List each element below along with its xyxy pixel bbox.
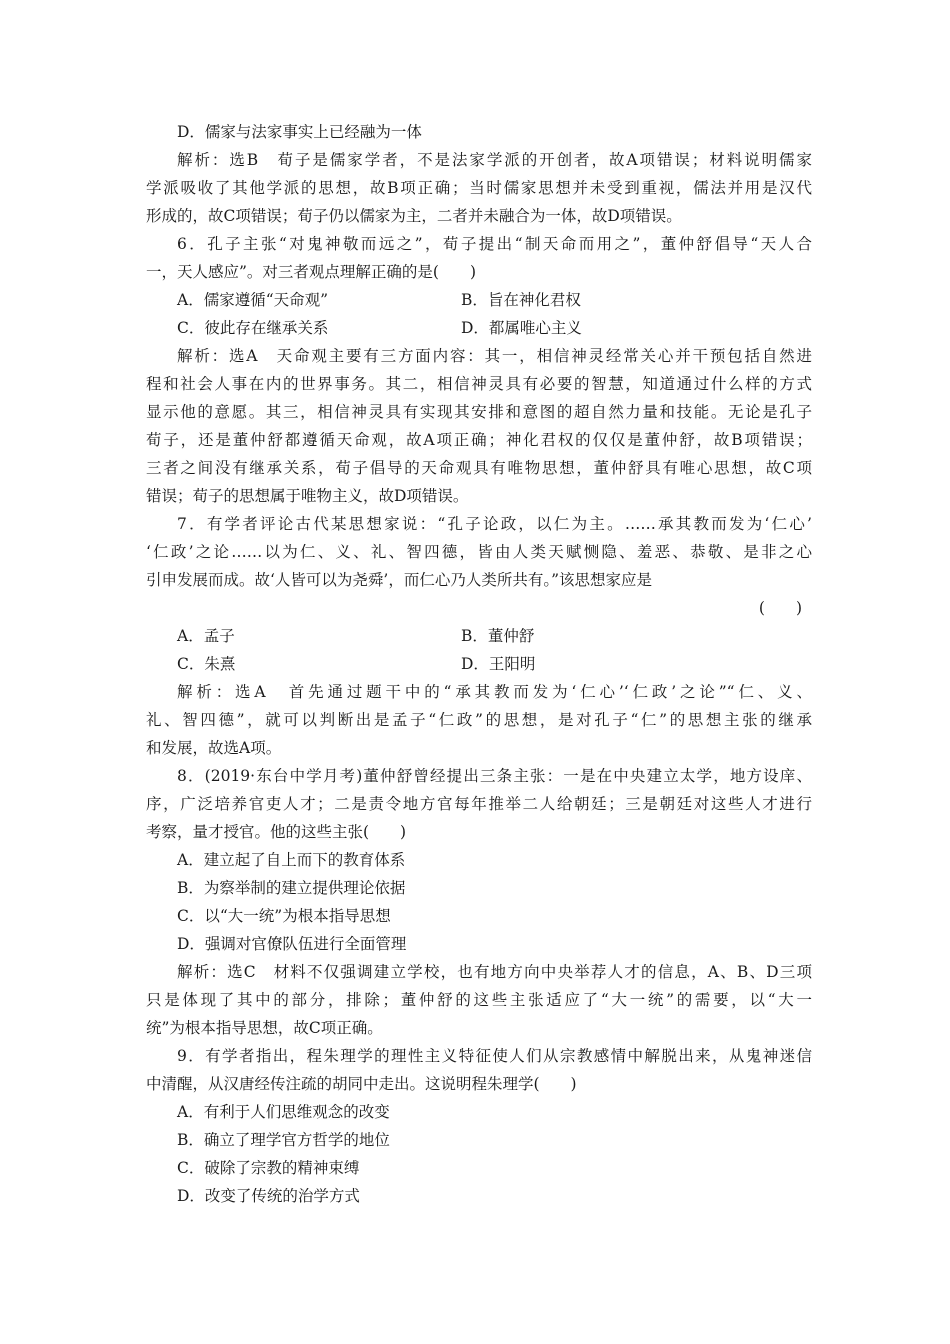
option-row	[146, 314, 812, 342]
paragraph-line: 序，广泛培养官吏人才；二是责令地方官每年推举二人给朝廷；三是朝廷对这些人才进行	[146, 795, 812, 813]
option-text: C．破除了宗教的精神束缚	[177, 1159, 360, 1177]
document-page	[146, 118, 812, 1210]
paragraph-last-line: 中清醒，从汉唐经传注疏的胡同中走出。这说明程朱理学( )	[146, 1075, 577, 1093]
option-text: B．旨在神化君权	[461, 291, 581, 309]
option-text: D．儒家与法家事实上已经融为一体	[177, 123, 422, 141]
paragraph-line: 学派吸收了其他学派的思想，故B项正确；当时儒家思想并未受到重视，儒法并用是汉代	[146, 179, 812, 197]
paragraph-line: 三者之间没有继承关系，荀子倡导的天命观具有唯物思想，董仲舒具有唯心思想，故C项	[146, 459, 812, 477]
paragraph-line: 程和社会人事在内的世界事务。其二，相信神灵具有必要的智慧，知道通过什么样的方式	[146, 375, 812, 393]
paragraph-first-line: 6．孔子主张“对鬼神敬而远之”，荀子提出“制天命而用之”，董仲舒倡导“天人合	[177, 235, 812, 253]
option-text: D．强调对官僚队伍进行全面管理	[177, 935, 407, 953]
paragraph-line: 荀子，还是董仲舒都遵循天命观，故A项正确；神化君权的仅仅是董仲舒，故B项错误；	[146, 431, 812, 449]
paragraph-last-line: 一，天人感应”。对三者观点理解正确的是( )	[146, 263, 477, 281]
paragraph-first-line: 7．有学者评论古代某思想家说：“孔子论政，以仁为主。……承其教而发为‘仁心’	[177, 515, 812, 533]
paragraph-first-line: 解析：选C 材料不仅强调建立学校，也有地方向中央举荐人才的信息，A、B、D三项	[177, 963, 812, 981]
option-row	[146, 650, 812, 678]
option-text: A．有利于人们思维观念的改变	[177, 1103, 390, 1121]
paragraph-first-line: 解析：选A 首先通过题干中的“承其教而发为‘仁心’‘仁政’之论”“仁、义、	[177, 683, 812, 701]
option-text: D．改变了传统的治学方式	[177, 1187, 360, 1205]
option-text: D．王阳明	[461, 655, 536, 673]
option-text: C．彼此存在继承关系	[177, 319, 329, 337]
paragraph-first-line: 解析：选B 荀子是儒家学者，不是法家学派的开创者，故A项错误；材料说明儒家	[177, 151, 812, 169]
option-text: B．为察举制的建立提供理论依据	[177, 879, 406, 897]
option-text: B．董仲舒	[461, 627, 535, 645]
option-text: A．建立起了自上而下的教育体系	[177, 851, 406, 869]
option-row	[146, 286, 812, 314]
paragraph-last-line: 考察，量才授官。他的这些主张( )	[146, 823, 407, 841]
option-text: D．都属唯心主义	[461, 319, 582, 337]
paragraph-first-line: 解析：选A 天命观主要有三方面内容：其一，相信神灵经常关心并干预包括自然进	[177, 347, 812, 365]
option-text: A．孟子	[177, 627, 235, 645]
option-text: B．确立了理学官方哲学的地位	[177, 1131, 390, 1149]
paragraph-first-line: 9．有学者指出，程朱理学的理性主义特征使人们从宗教感情中解脱出来，从鬼神迷信	[177, 1047, 812, 1065]
paragraph-line: 显示他的意愿。其三，相信神灵具有实现其安排和意图的超自然力量和技能。无论是孔子	[146, 403, 812, 421]
option-text: C．以“大一统”为根本指导思想	[177, 907, 391, 925]
paragraph-first-line: 8．(2019·东台中学月考)董仲舒曾经提出三条主张：一是在中央建立太学，地方设庠、	[177, 767, 812, 785]
paragraph-line: 礼、智四德”，就可以判断出是孟子“仁政”的思想，是对孔子“仁”的思想主张的继承	[146, 711, 812, 729]
paragraph-line: 只是体现了其中的部分，排除；董仲舒的这些主张适应了“大一统”的需要，以“大一	[146, 991, 812, 1009]
paragraph-last-line: 和发展，故选A项。	[146, 739, 282, 757]
option-text: C．朱熹	[177, 655, 236, 673]
option-row	[146, 622, 812, 650]
option-text: A．儒家遵循“天命观”	[177, 291, 329, 309]
paragraph-line: ‘仁政’之论……以为仁、义、礼、智四德，皆由人类天赋恻隐、羞恶、恭敬、是非之心	[146, 543, 812, 561]
paragraph-last-line: 错误；荀子的思想属于唯物主义，故D项错误。	[146, 487, 469, 505]
answer-blank: ( )	[758, 599, 802, 617]
paragraph-last-line: 统”为根本指导思想，故C项正确。	[146, 1019, 383, 1037]
paragraph-last-line: 形成的，故C项错误；荀子仍以儒家为主，二者并未融合为一体，故D项错误。	[146, 207, 682, 225]
paragraph-last-line: 引申发展而成。故‘人皆可以为尧舜’，而仁心乃人类所共有。”该思想家应是	[146, 571, 653, 589]
